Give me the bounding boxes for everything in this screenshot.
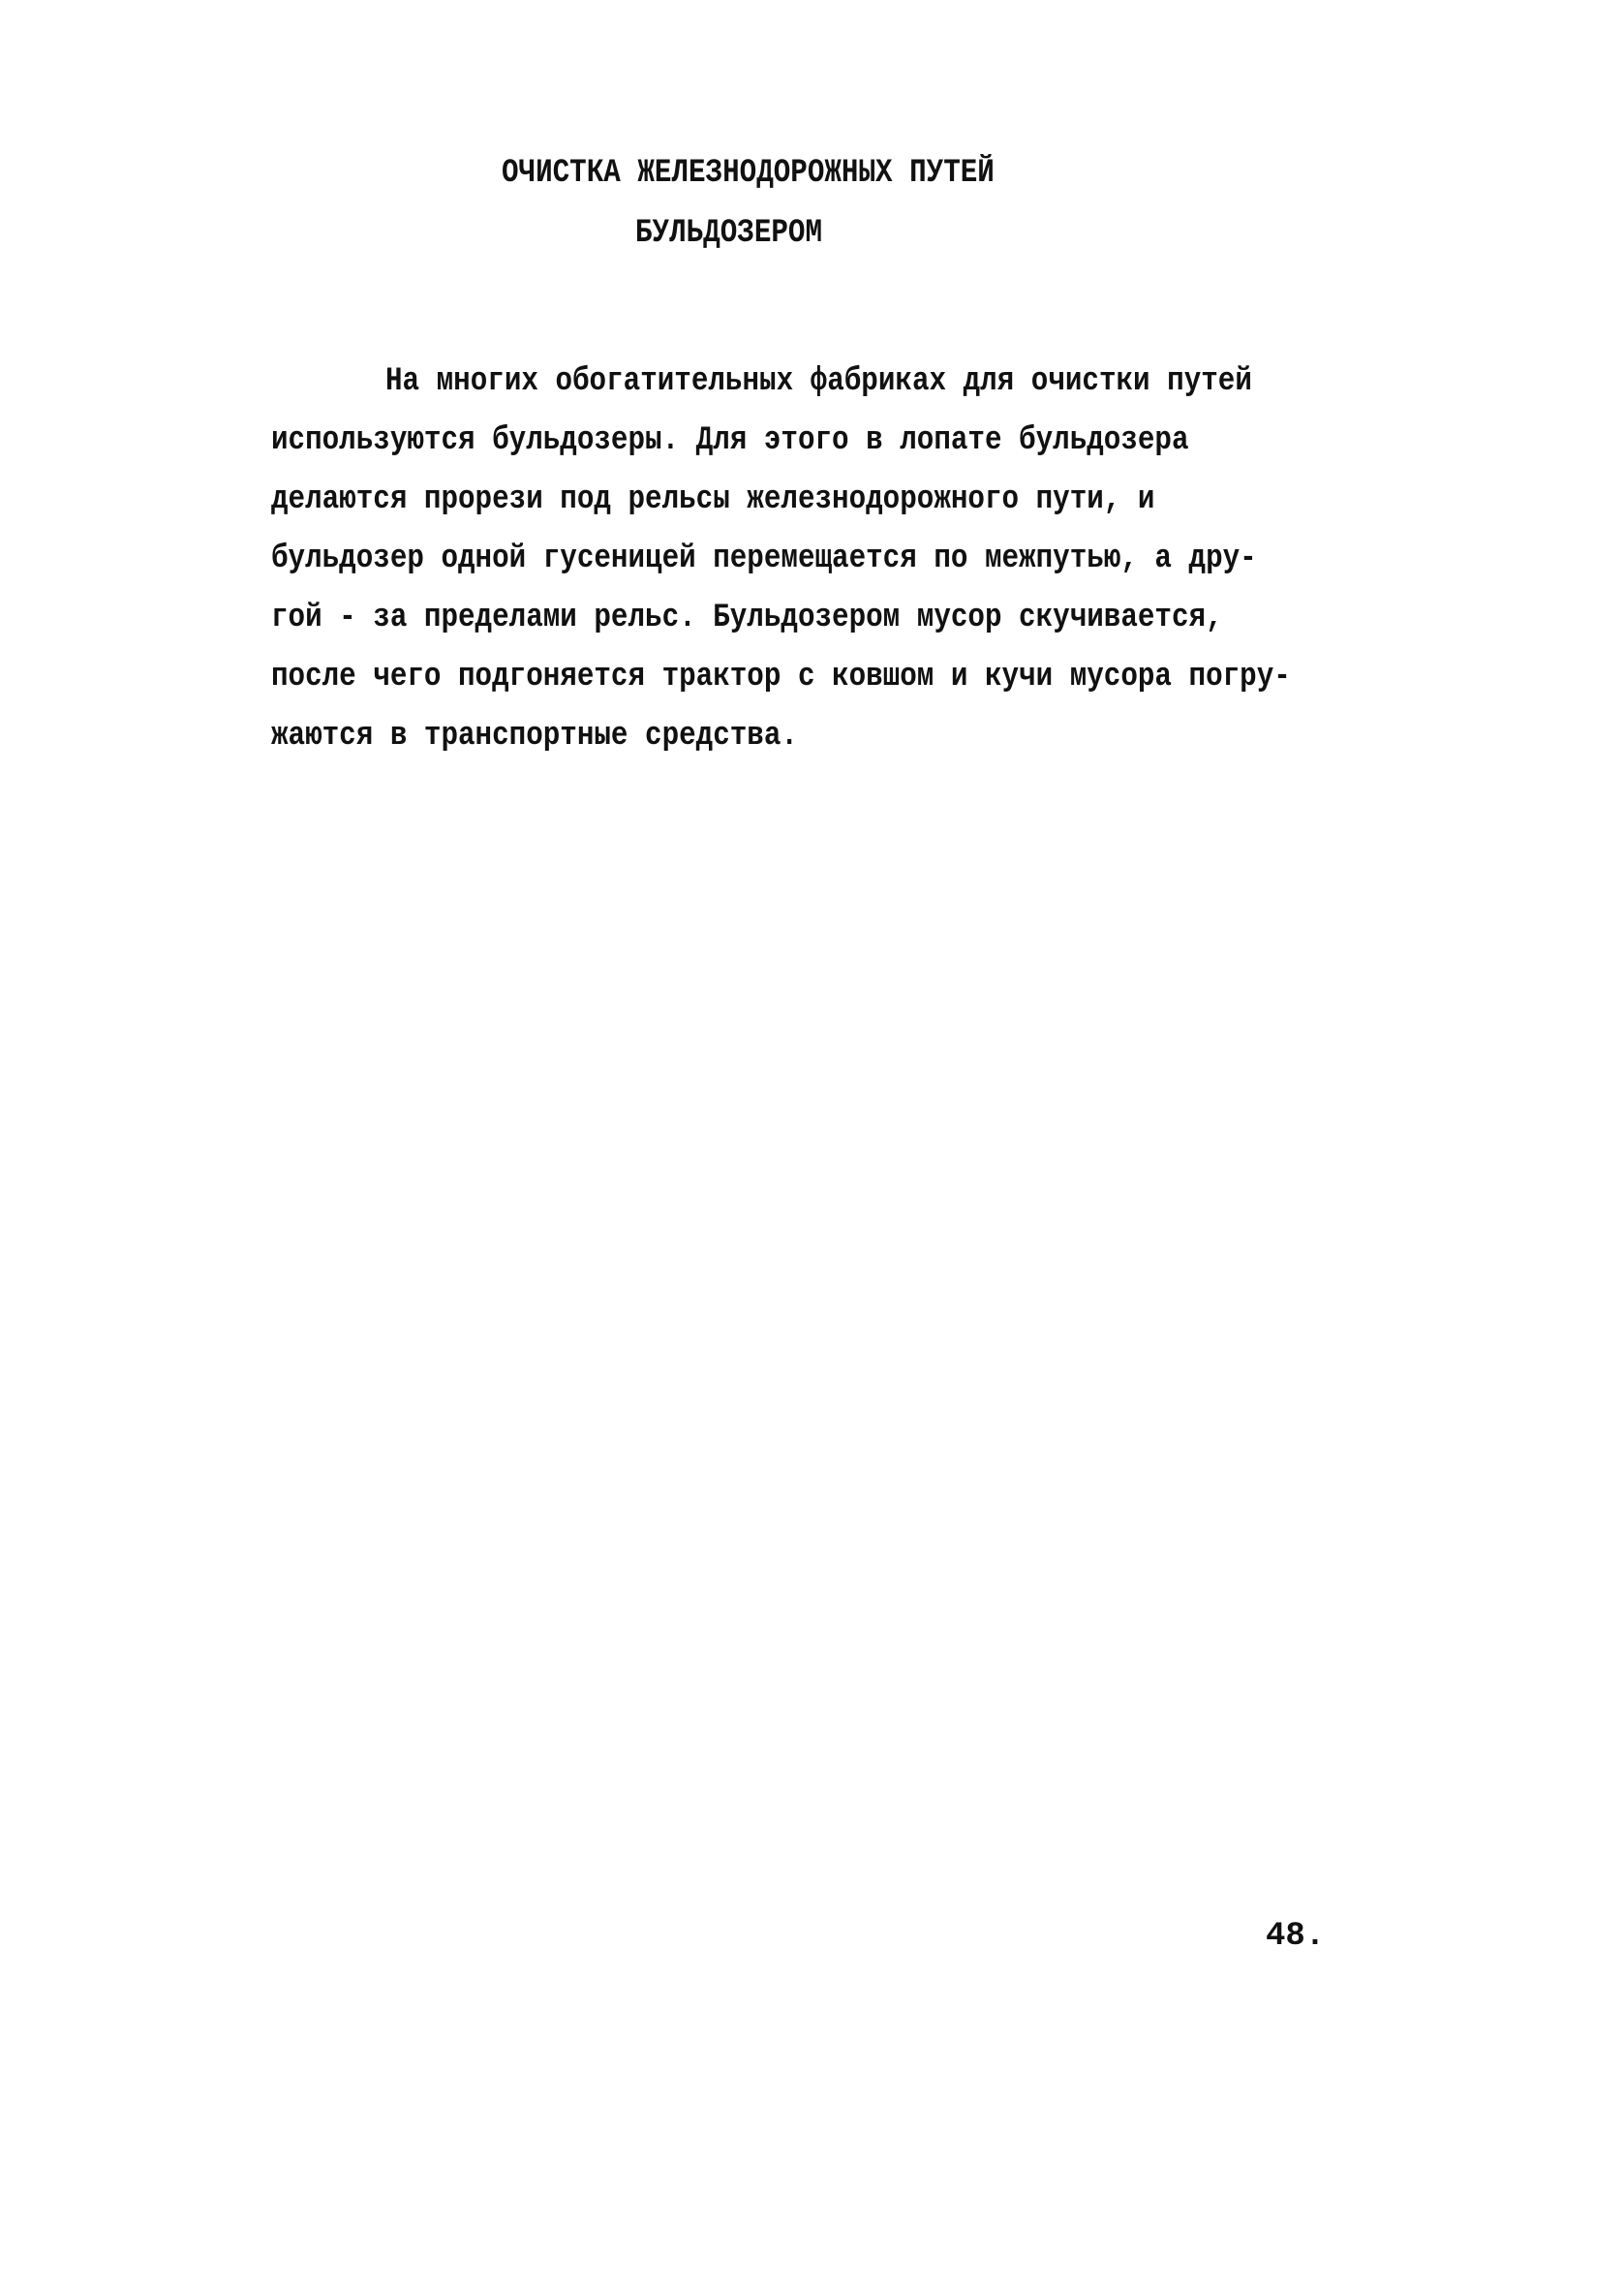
paragraph-line-7: жаются в транспортные средства. xyxy=(271,718,798,755)
title-line-2: БУЛЬДОЗЕРОМ xyxy=(635,215,823,252)
paragraph-line-1: На многих обогатительных фабриках для очистки путей xyxy=(385,363,1252,400)
paragraph-line-3: делаются прорези под рельсы железнодорожного пути, и xyxy=(271,481,1155,518)
title-line-1: ОЧИСТКА ЖЕЛЕЗНОДОРОЖНЫХ ПУТЕЙ xyxy=(502,155,995,192)
paragraph-line-5: гой - за пределами рельс. Бульдозером мусор скучивается, xyxy=(271,600,1223,636)
paragraph-line-6: после чего подгоняется трактор с ковшом и кучи мусора погру- xyxy=(271,659,1291,696)
page-number: 48. xyxy=(1266,1918,1326,1955)
paragraph-line-2: используются бульдозеры. Для этого в лопате бульдозера xyxy=(271,422,1189,459)
paragraph-line-4: бульдозер одной гусеницей перемещается по межпутью, а дру- xyxy=(271,541,1257,577)
